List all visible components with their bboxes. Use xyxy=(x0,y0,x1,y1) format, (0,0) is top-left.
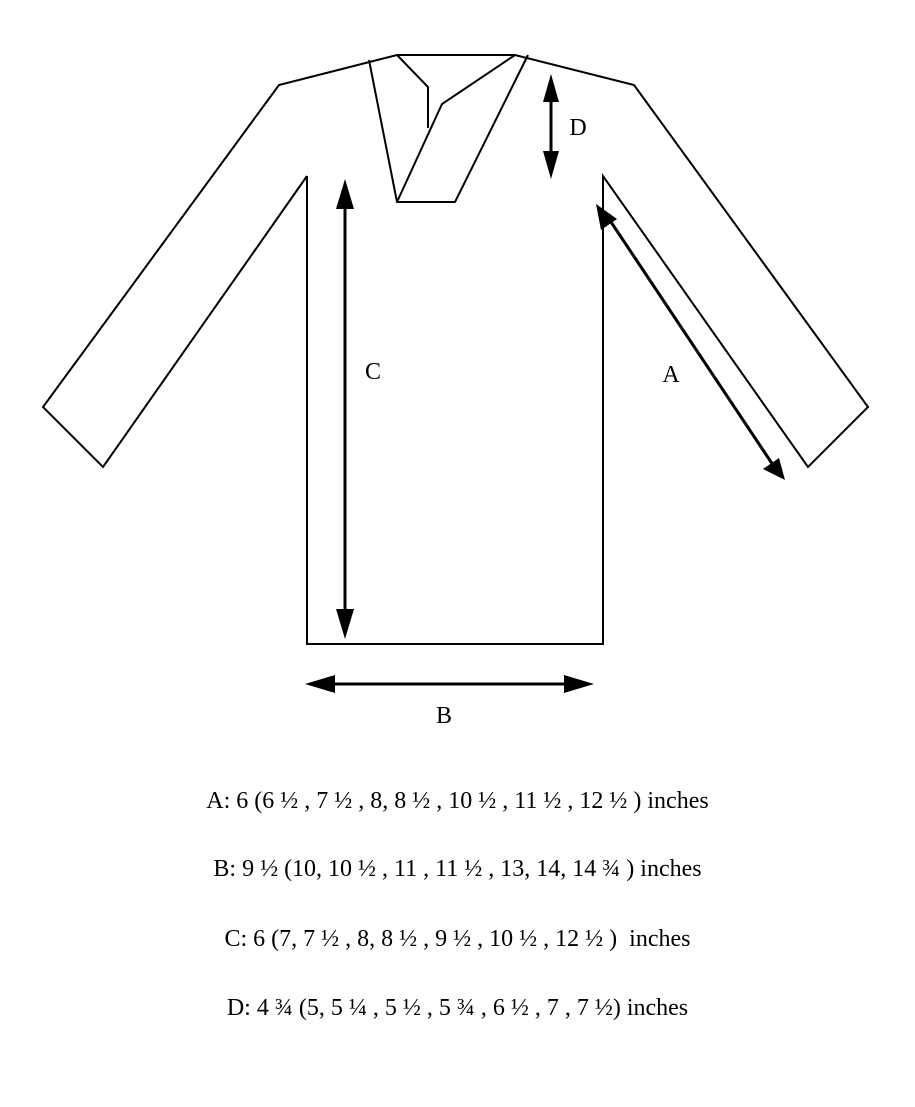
measurement-b-text: B: 9 ½ (10, 10 ½ , 11 , 11 ½ , 13, 14, 14 ¾ ) inches xyxy=(213,856,702,882)
dimension-c-label: C xyxy=(364,359,382,385)
dimension-b-label: B xyxy=(435,703,453,729)
measurement-c-text: C: 6 (7, 7 ½ , 8, 8 ½ , 9 ½ , 10 ½ , 12 ½ ) inches xyxy=(224,926,691,952)
dimension-a-label: A xyxy=(662,362,680,388)
arrowhead-c-top xyxy=(336,179,354,209)
arrowhead-d-bottom xyxy=(543,151,559,179)
collar-outline xyxy=(369,55,528,202)
arrowhead-c-bottom xyxy=(336,609,354,639)
dimension-c-arrow xyxy=(336,179,354,639)
dimension-d-arrow xyxy=(543,74,559,179)
measurement-a-text: A: 6 (6 ½ , 7 ½ , 8, 8 ½ , 10 ½ , 11 ½ , 12 ½ ) inches xyxy=(206,788,709,814)
arrowhead-b-left xyxy=(305,675,335,693)
dimension-b-arrow xyxy=(305,675,594,693)
dimension-d-label: D xyxy=(569,115,587,141)
collar-fold-left xyxy=(397,55,428,128)
arrowhead-d-top xyxy=(543,74,559,102)
arrowhead-a-bottom xyxy=(763,458,785,480)
collar-fold-right xyxy=(397,55,515,202)
dimension-a-arrow xyxy=(596,204,785,480)
measurement-d-text: D: 4 ¾ (5, 5 ¼ , 5 ½ , 5 ¾ , 6 ½ , 7 , 7 ½) inches xyxy=(226,995,689,1021)
arrowhead-b-right xyxy=(564,675,594,693)
garment-outline xyxy=(43,55,868,644)
